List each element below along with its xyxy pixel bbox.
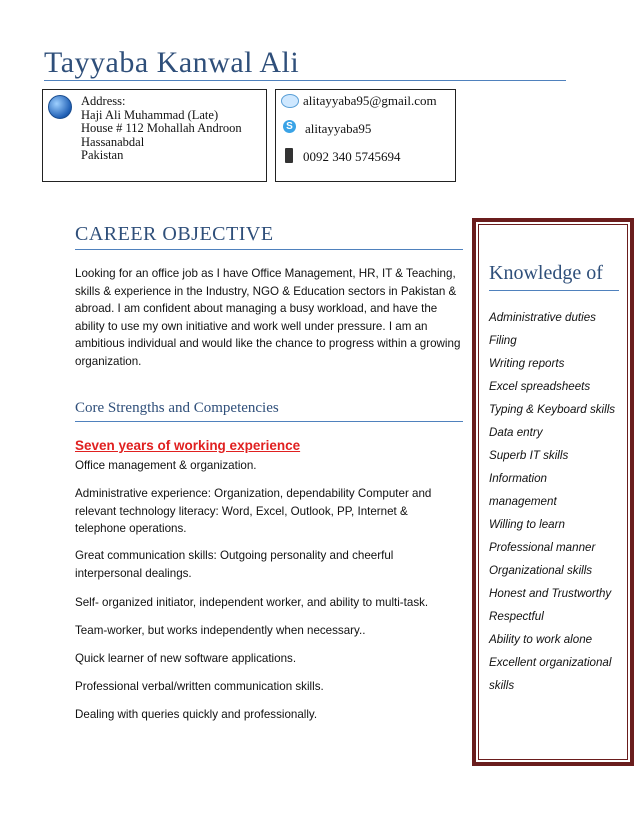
knowledge-item: Excellent organizational: [489, 656, 612, 669]
knowledge-item: Data entry: [489, 426, 543, 439]
strength-item: Professional verbal/written communication skills.: [75, 680, 324, 693]
address-line: Haji Ali Muhammad (Late): [81, 107, 219, 122]
knowledge-item: Organizational skills: [489, 564, 593, 577]
address-line: Hassanabdal: [81, 134, 145, 149]
strength-item: Great communication skills: Outgoing personality and cheerful interpersonal dealings.: [75, 549, 394, 580]
core-divider: [75, 421, 463, 422]
skype-id: alitayyaba95: [305, 121, 372, 136]
career-objective-text: Looking for an office job as I have Office Management, HR, IT & Teaching, skills & experience in the Industry, NGO & Education sectors in Pakistan & abroad. I am confident about managing a busy workload, and have the ability to use my own initiative and work well under pressure. I am an ambitious individual and would like the chance to progress within a growing organization.: [75, 267, 461, 368]
strength-item: Administrative experience: Organization, dependability Computer and relevant technology literacy: Word, Excel, Outlook, PP, Internet & telephone operations.: [75, 487, 432, 536]
knowledge-item: Administrative duties: [489, 311, 596, 324]
phone-number: 0092 340 5745694: [303, 149, 401, 164]
knowledge-item: Professional manner: [489, 541, 596, 554]
resume-name: Tayyaba Kanwal Ali: [44, 46, 300, 79]
knowledge-item: Filing: [489, 334, 517, 347]
knowledge-item: Typing & Keyboard skills: [489, 403, 616, 416]
address-line: Address:: [81, 94, 126, 108]
knowledge-item: Ability to work alone: [489, 633, 593, 646]
knowledge-item: Respectful: [489, 610, 544, 623]
knowledge-heading: Knowledge of: [489, 262, 603, 284]
phone-icon: [285, 148, 293, 163]
address-line: Pakistan: [81, 148, 124, 162]
career-divider: [75, 249, 463, 250]
globe-icon: [48, 95, 72, 119]
experience-highlight: Seven years of working experience: [75, 438, 301, 453]
knowledge-list: [489, 306, 624, 697]
core-strengths-heading: Core Strengths and Competencies: [75, 400, 279, 416]
career-objective-heading: CAREER OBJECTIVE: [75, 223, 274, 245]
email-icon: [281, 94, 299, 108]
strength-item: Team-worker, but works independently when necessary..: [75, 624, 366, 637]
name-divider: [44, 80, 566, 81]
knowledge-item: Willing to learn: [489, 518, 565, 531]
address-line: House # 112 Mohallah Androon: [81, 121, 242, 135]
email-address[interactable]: alitayyaba95@gmail.com: [303, 93, 437, 108]
strength-item: Dealing with queries quickly and professionally.: [75, 708, 318, 721]
knowledge-item: Superb IT skills: [489, 449, 569, 462]
strength-item: Self- organized initiator, independent worker, and ability to multi-task.: [75, 596, 429, 609]
address-block: [81, 95, 261, 163]
strength-item: Quick learner of new software applications.: [75, 652, 297, 665]
skype-icon: S: [283, 120, 296, 133]
knowledge-item: management: [489, 495, 557, 508]
knowledge-item: skills: [489, 679, 515, 692]
knowledge-item: Information: [489, 472, 547, 485]
strength-item: Office management & organization.: [75, 459, 257, 472]
knowledge-divider: [489, 290, 619, 291]
knowledge-item: Honest and Trustworthy: [489, 587, 612, 600]
knowledge-item: Writing reports: [489, 357, 565, 370]
knowledge-item: Excel spreadsheets: [489, 380, 591, 393]
